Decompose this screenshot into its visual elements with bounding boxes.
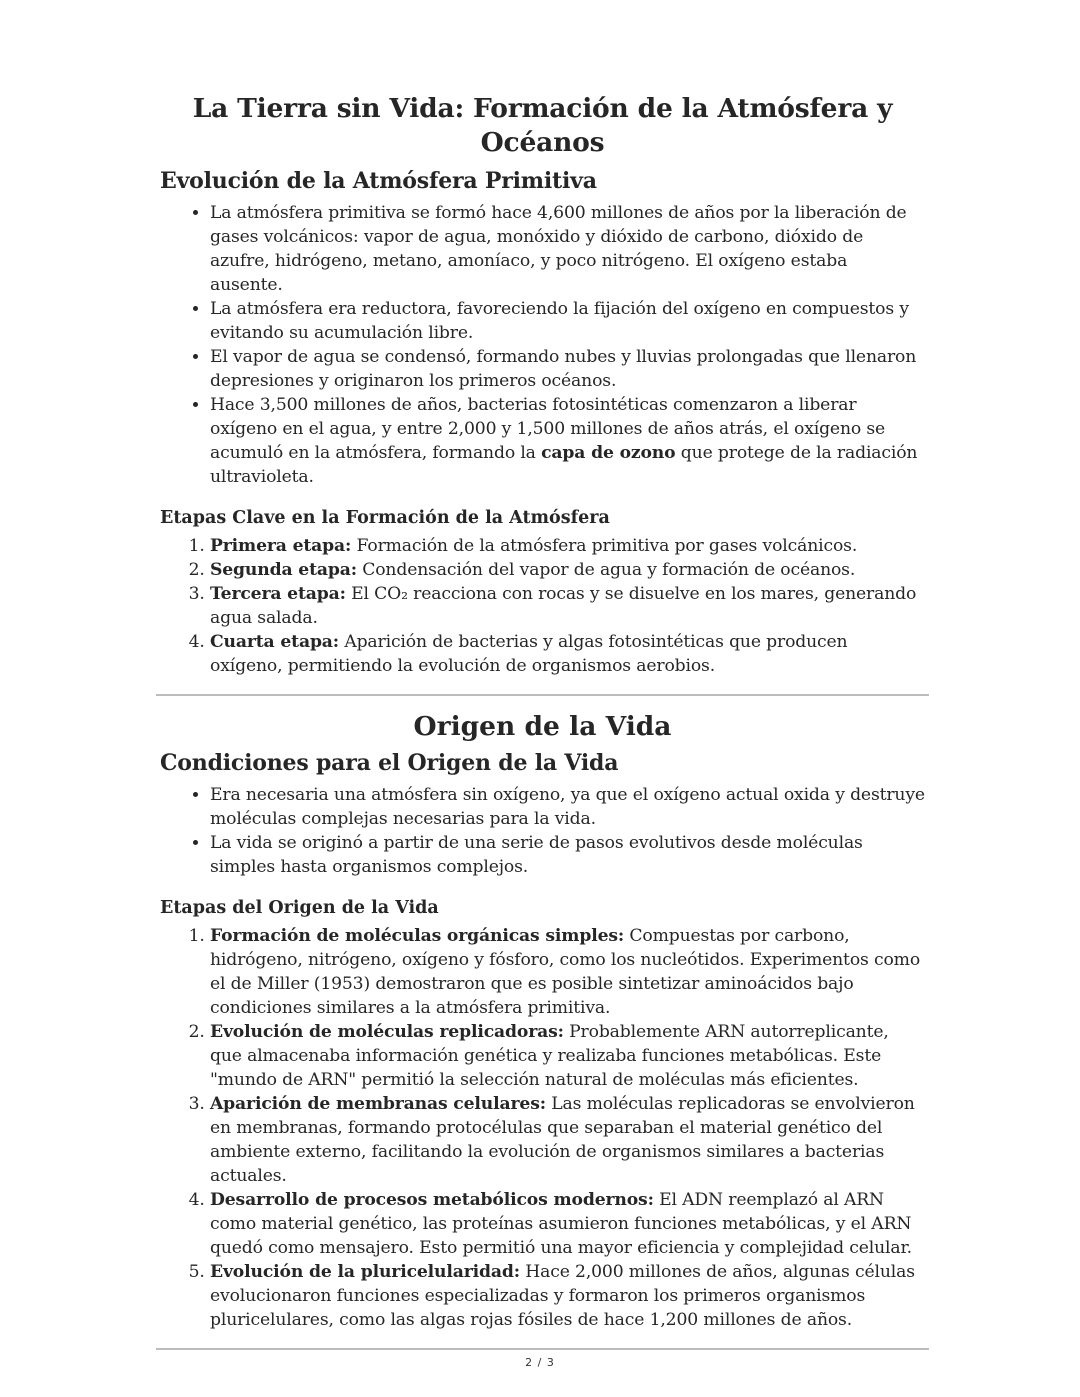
section2-title: Origen de la Vida — [413, 711, 672, 743]
list-item — [210, 1260, 925, 1332]
stage-label: Tercera etapa: — [210, 584, 346, 605]
divider — [156, 1348, 929, 1350]
stage-text: Condensación del vapor de agua y formación de océanos. — [356, 560, 856, 581]
list-item — [210, 393, 925, 489]
list-item: • La vida se originó a partir de una serie de pasos evolutivos desde moléculas simples hasta organismos complejos. — [210, 831, 925, 879]
list-item: • Era necesaria una atmósfera sin oxígeno, ya que el oxígeno actual oxida y destruye moléculas complejas necesarias para la vida. — [210, 783, 925, 831]
section2-stages-heading: Etapas del Origen de la Vida — [160, 898, 439, 919]
section1-subtitle: Evolución de la Atmósfera Primitiva — [160, 167, 597, 194]
stage-label: Evolución de moléculas replicadoras: — [210, 1022, 564, 1042]
stage-text: El CO₂ reacciona con rocas y se disuelve en los mares, generando agua salada. — [210, 584, 917, 629]
stage-label: Primera etapa: — [210, 536, 352, 557]
section2-bullet-list — [160, 783, 925, 879]
list-item — [210, 1092, 925, 1188]
list-item — [210, 1188, 925, 1260]
page-number: 2 / 3 — [525, 1356, 555, 1369]
list-item: • La atmósfera primitiva se formó hace 4,600 millones de años por la liberación de gases volcánicos: vapor de agua, monóxido y dióxido de carbono, dióxido de azufre, hidrógeno, metano, amoníaco, y poco nitrógeno. El oxígeno estaba ausente. — [210, 201, 925, 297]
bullet-text-bold: capa de ozono — [541, 443, 676, 464]
list-item: • El vapor de agua se condensó, formando nubes y lluvias prolongadas que llenaron depresiones y originaron los primeros océanos. — [210, 345, 925, 393]
stage-text: El ADN reemplazó al ARN como material genético, las proteínas asumieron funciones metabólicas, y el ARN quedó como mensajero. Esto permitió una mayor eficiencia y complejidad celular. — [210, 1190, 912, 1258]
stage-text: Compuestas por carbono, hidrógeno, nitrógeno, oxígeno y fósforo, como los nucleótidos. Experimentos como el de Miller (1953) demostraron que es posible sintetizar aminoácidos bajo condiciones similares a la atmósfera primitiva. — [210, 926, 921, 1018]
bullet-text-post: que protege de la radiación ultravioleta. — [210, 443, 918, 488]
list-item — [210, 630, 925, 678]
stage-label: Aparición de membranas celulares: — [210, 1094, 546, 1114]
stage-label: Formación de moléculas orgánicas simples: — [210, 926, 625, 946]
section1-stages-heading: Etapas Clave en la Formación de la Atmósfera — [160, 508, 610, 529]
list-item — [210, 534, 925, 558]
stage-text: Formación de la atmósfera primitiva por gases volcánicos. — [351, 536, 858, 557]
section2-subtitle: Condiciones para el Origen de la Vida — [160, 749, 619, 776]
list-item — [210, 582, 925, 630]
stage-label: Segunda etapa: — [210, 560, 357, 581]
stage-text: Hace 2,000 millones de años, algunas células evolucionaron funciones especializadas y formaron los primeros organismos pluricelulares, como las algas rojas fósiles de hace 1,200 millones de años. — [210, 1262, 915, 1330]
section1-stages-list — [160, 534, 925, 678]
list-item — [210, 924, 925, 1020]
divider — [156, 694, 929, 696]
bullet-text-pre: Hace 3,500 millones de años, bacterias fotosintéticas comenzaron a liberar oxígeno en el agua, y entre 2,000 y 1,500 millones de años atrás, el oxígeno se acumuló en la atmósfera, formando la — [210, 395, 886, 464]
stage-text: Probablemente ARN autorreplicante, que almacenaba información genética y realizaba funciones metabólicas. Este "mundo de ARN" permitió la selección natural de moléculas más eficientes. — [210, 1022, 889, 1090]
stage-text: Las moléculas replicadoras se envolvieron en membranas, formando protocélulas que separaban el material genético del ambiente externo, facilitando la evolución de organismos similares a bacterias actuales. — [210, 1094, 915, 1186]
stage-label: Cuarta etapa: — [210, 632, 339, 653]
document-page — [160, 92, 925, 1364]
section2-stages-list — [160, 924, 925, 1332]
stage-label: Desarrollo de procesos metabólicos modernos: — [210, 1190, 654, 1210]
section1-bullet-list — [160, 201, 925, 489]
list-item: • La atmósfera era reductora, favoreciendo la fijación del oxígeno en compuestos y evitando su acumulación libre. — [210, 297, 925, 345]
stage-label: Evolución de la pluricelularidad: — [210, 1262, 520, 1282]
stage-text: Aparición de bacterias y algas fotosintéticas que producen oxígeno, permitiendo la evolución de organismos aerobios. — [210, 632, 848, 677]
section1-title: La Tierra sin Vida: Formación de la Atmósfera y Océanos — [192, 93, 893, 159]
list-item — [210, 1020, 925, 1092]
list-item — [210, 558, 925, 582]
